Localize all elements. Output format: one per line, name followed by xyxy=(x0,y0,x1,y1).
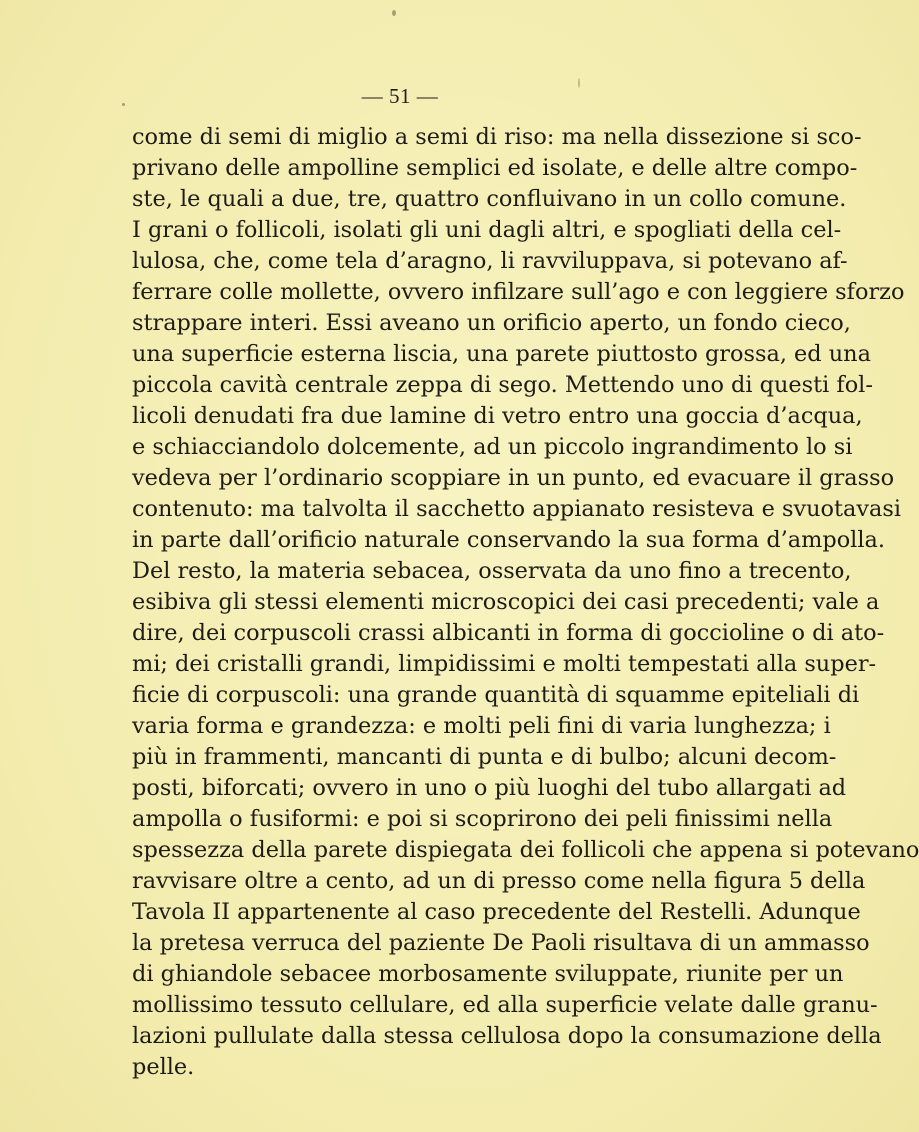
text-line: varia forma e grandezza: e molti peli fini di varia lunghezza; i xyxy=(132,713,831,739)
text-line: lulosa, che, come tela d’aragno, li ravviluppava, si potevano af- xyxy=(132,248,848,274)
text-line: ficie di corpuscoli: una grande quantità di squamme epiteliali di xyxy=(132,682,860,708)
text-line: vedeva per l’ordinario scoppiare in un punto, ed evacuare il grasso xyxy=(132,465,895,491)
text-line: dire, dei corpuscoli crassi albicanti in forma di goccioline o di ato- xyxy=(132,620,885,646)
text-line: ste, le quali a due, tre, quattro confluivano in un collo comune. xyxy=(132,186,847,212)
text-line: e schiacciandolo dolcemente, ad un piccolo ingrandimento lo si xyxy=(132,434,853,460)
text-line: pelle. xyxy=(132,1054,195,1080)
text-line: esibiva gli stessi elementi microscopici dei casi precedenti; vale a xyxy=(132,589,880,615)
text-line: privano delle ampolline semplici ed isolate, e delle altre compo- xyxy=(132,155,858,181)
text-line: ravvisare oltre a cento, ad un di presso come nella figura 5 della xyxy=(132,868,866,894)
text-line: licoli denudati fra due lamine di vetro entro una goccia d’acqua, xyxy=(132,403,863,429)
text-line: lazioni pullulate dalla stessa cellulosa dopo la consumazione della xyxy=(132,1023,882,1049)
text-line: posti, biforcati; ovvero in uno o più luoghi del tubo allargati ad xyxy=(132,775,847,801)
text-line: mi; dei cristalli grandi, limpidissimi e molti tempestati alla super- xyxy=(132,651,877,677)
page-number-header: — 51 — xyxy=(361,84,439,108)
text-line: una superficie esterna liscia, una parete piuttosto grossa, ed una xyxy=(132,341,871,367)
text-line: strappare interi. Essi aveano un orificio aperto, un fondo cieco, xyxy=(132,310,851,336)
text-line: spessezza della parete dispiegata dei follicoli che appena si potevano xyxy=(132,837,919,863)
text-line: come di semi di miglio a semi di riso: ma nella dissezione si sco- xyxy=(132,124,862,150)
paper-speck xyxy=(392,10,396,16)
text-line: in parte dall’orificio naturale conservando la sua forma d’ampolla. xyxy=(132,527,885,553)
text-line: Tavola II appartenente al caso precedente del Restelli. Adunque xyxy=(132,899,861,925)
text-line: di ghiandole sebacee morbosamente sviluppate, riunite per un xyxy=(132,961,844,987)
text-line: ferrare colle mollette, ovvero infilzare sull’ago e con leggiere sforzo xyxy=(132,279,905,305)
text-line: più in frammenti, mancanti di punta e di bulbo; alcuni decom- xyxy=(132,744,837,770)
text-line: mollissimo tessuto cellulare, ed alla superficie velate dalle granu- xyxy=(132,992,878,1018)
text-line: piccola cavità centrale zeppa di sego. Mettendo uno di questi fol- xyxy=(132,372,873,398)
text-line: la pretesa verruca del paziente De Paoli risultava di un ammasso xyxy=(132,930,870,956)
text-line: contenuto: ma talvolta il sacchetto appianato resisteva e svuotavasi xyxy=(132,496,902,522)
text-line: I grani o follicoli, isolati gli uni dagli altri, e spogliati della cel- xyxy=(132,217,842,243)
text-line: ampolla o fusiformi: e poi si scoprirono dei peli finissimi nella xyxy=(132,806,833,832)
text-line: Del resto, la materia sebacea, osservata da uno fino a trecento, xyxy=(132,558,852,584)
